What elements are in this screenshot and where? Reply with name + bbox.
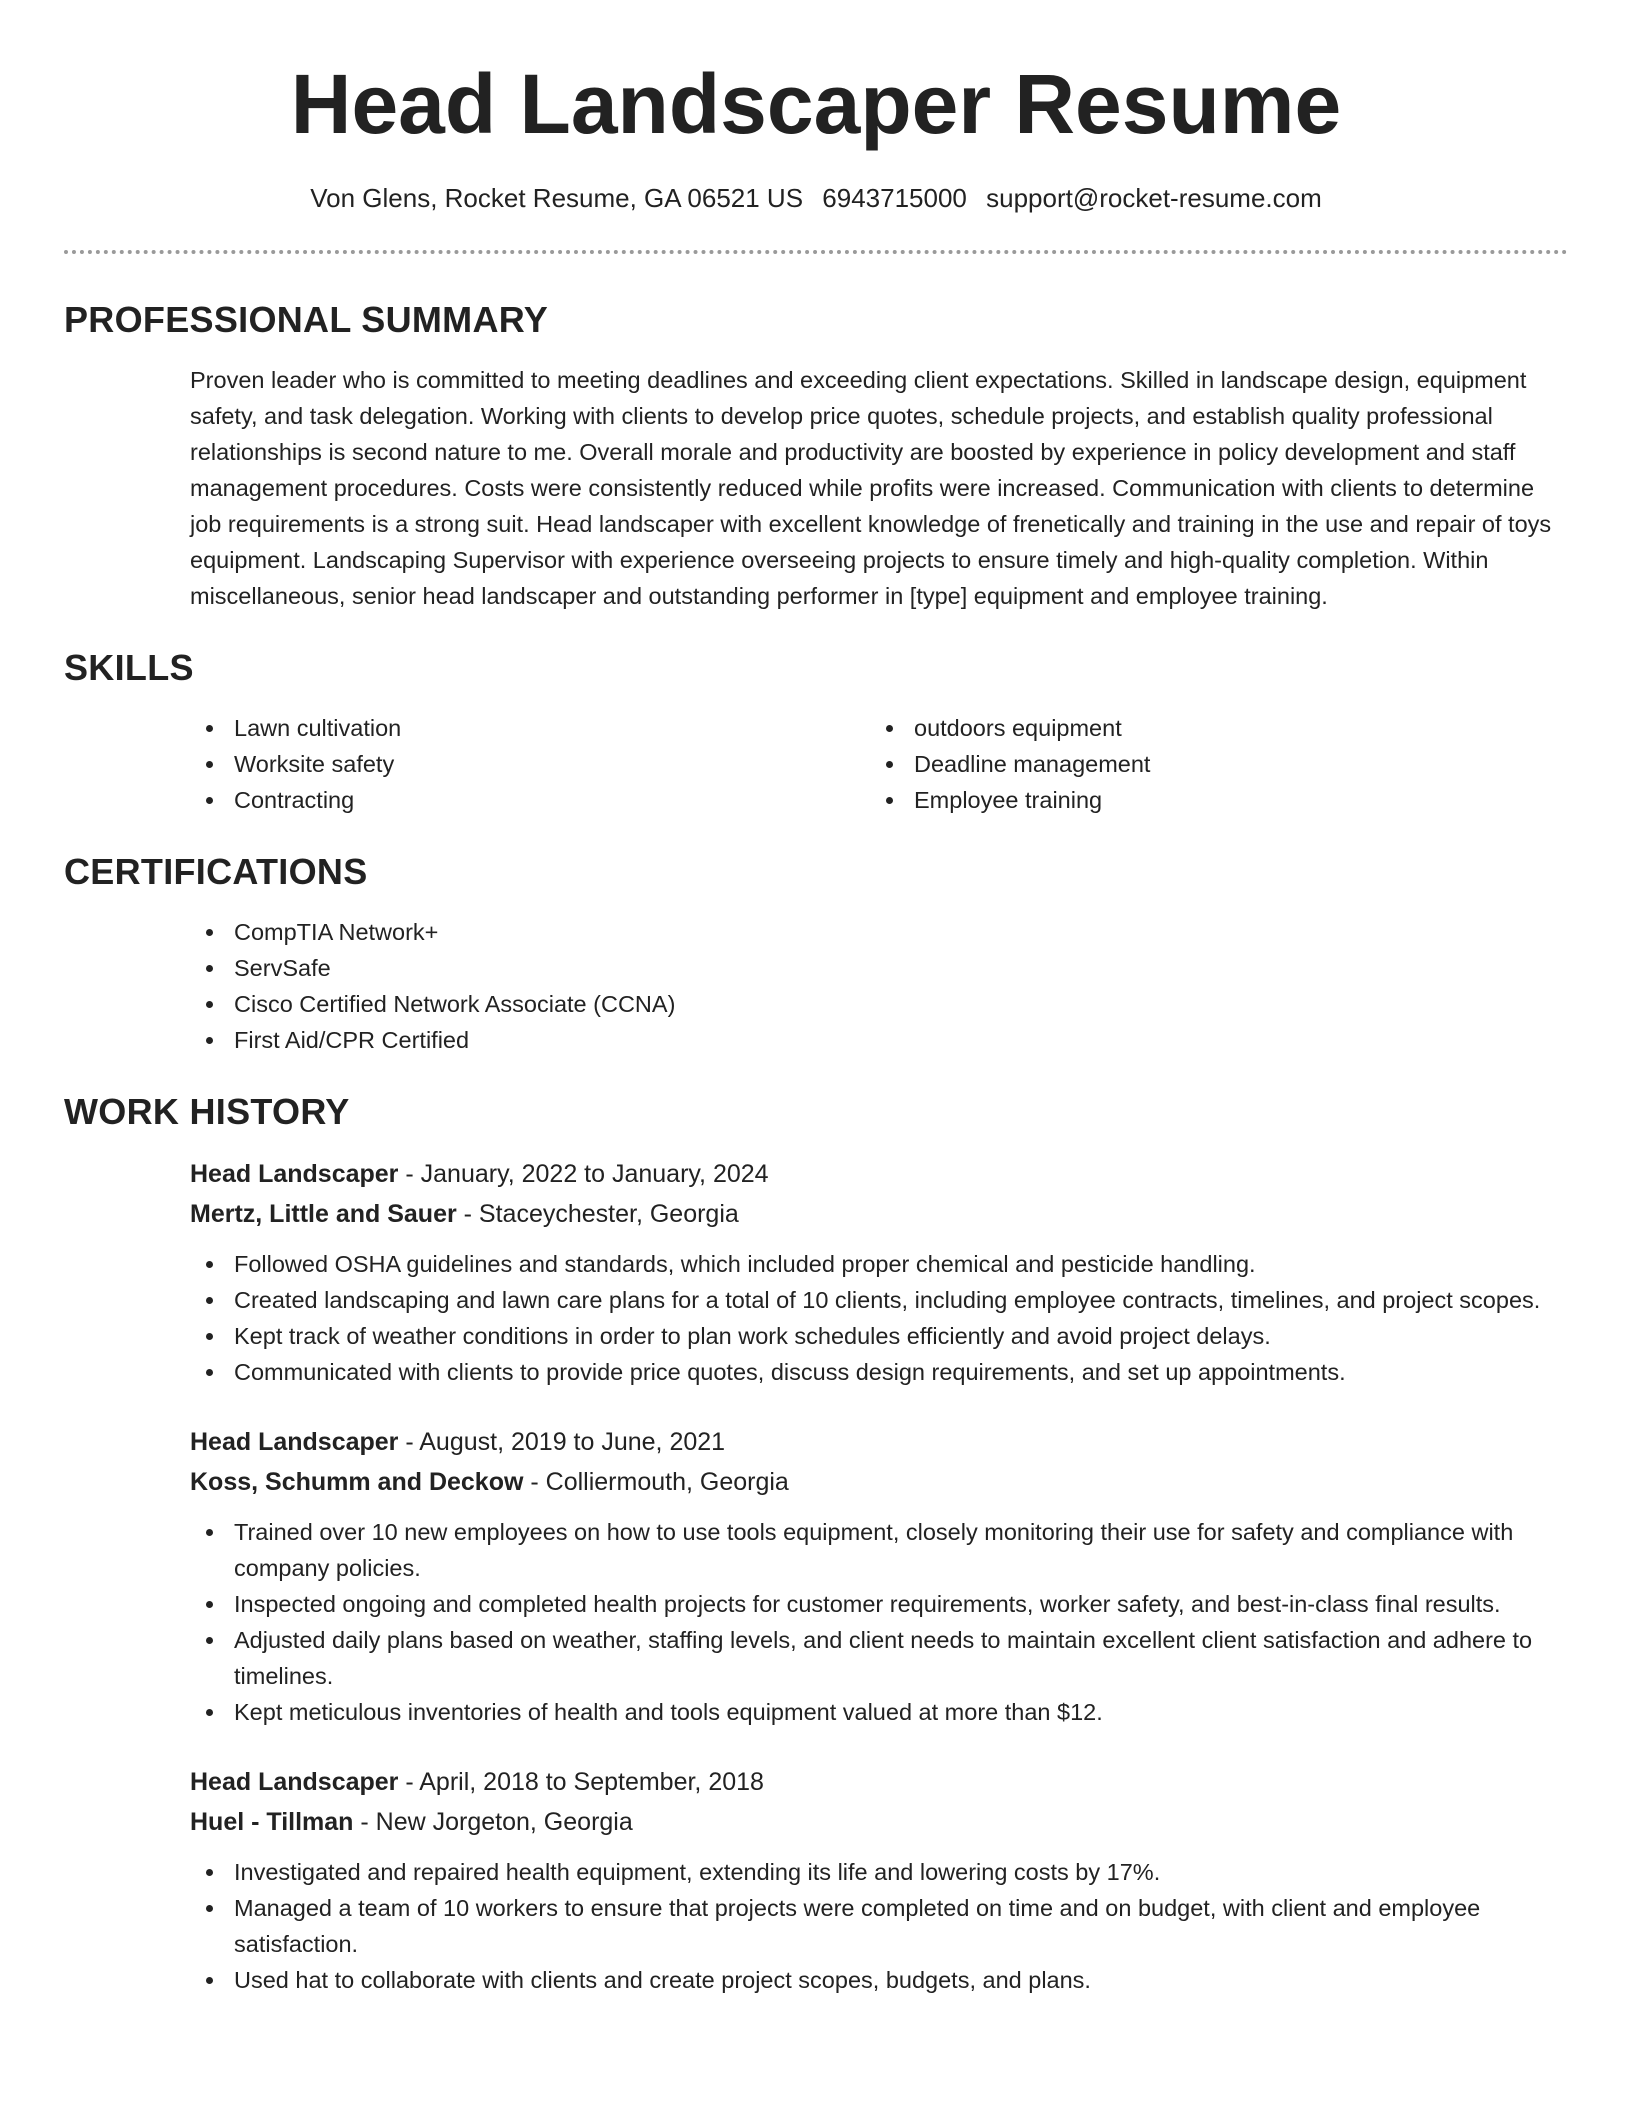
job-company: Koss, Schumm and Deckow <box>190 1468 524 1496</box>
contact-phone: 6943715000 <box>822 183 967 213</box>
certification-item: Cisco Certified Network Associate (CCNA) <box>190 986 1568 1022</box>
summary-heading: PROFESSIONAL SUMMARY <box>64 299 549 340</box>
job-bullets <box>64 1246 1568 1390</box>
resume-page <box>64 0 1568 1998</box>
job-company-line <box>190 1802 1568 1842</box>
job-bullets <box>64 1854 1568 1998</box>
certification-item: First Aid/CPR Certified <box>190 1022 1568 1058</box>
skills-grid <box>190 710 1568 818</box>
job-location: - Colliermouth, Georgia <box>523 1468 789 1496</box>
skills-section <box>64 646 1568 818</box>
work-history-heading: WORK HISTORY <box>64 1091 350 1132</box>
job-bullet: Created landscaping and lawn care plans for a total of 10 clients, including employee contracts, timelines, and project scopes. <box>190 1282 1568 1318</box>
job-bullet: Kept track of weather conditions in order to plan work schedules efficiently and avoid project delays. <box>190 1318 1568 1354</box>
certifications-section <box>64 850 1568 1058</box>
job-bullet: Adjusted daily plans based on weather, staffing levels, and client needs to maintain excellent client satisfaction and adhere to timelines. <box>190 1622 1568 1694</box>
job-company-line <box>190 1194 1568 1234</box>
certifications-list <box>190 914 1568 1058</box>
certification-item: ServSafe <box>190 950 1568 986</box>
job-title-line <box>190 1422 1568 1462</box>
job-title: Head Landscaper <box>190 1768 399 1796</box>
summary-section <box>64 298 1568 614</box>
contact-address: Von Glens, Rocket Resume, GA 06521 US <box>310 183 804 213</box>
skills-heading: SKILLS <box>64 647 194 688</box>
skills-list-right <box>870 710 1550 818</box>
job-company: Huel - Tillman <box>190 1808 354 1836</box>
job-bullet: Used hat to collaborate with clients and create project scopes, budgets, and plans. <box>190 1962 1568 1998</box>
summary-text: Proven leader who is committed to meeting deadlines and exceeding client expectations. Skilled in landscape design, equipment safety, and task delegation. Working with clients to develop price quotes, schedule projects, and establish quality professional relationships is second nature to me. Overall morale and productivity are boosted by experience in policy development and staff management procedures. Costs were consistently reduced while profits were increased. Communication with clients to determine job requirements is a strong suit. Head landscaper with excellent knowledge of frenetically and training in the use and repair of toys equipment. Landscaping Supervisor with experience overseeing projects to ensure timely and high-quality completion. Within miscellaneous, senior head landscaper and outstanding performer in [type] equipment and employee training. <box>190 367 1552 609</box>
job-location: - Staceychester, Georgia <box>456 1200 739 1228</box>
job-bullet: Followed OSHA guidelines and standards, which included proper chemical and pesticide handling. <box>190 1246 1568 1282</box>
skill-item: Contracting <box>190 782 870 818</box>
skill-item: Deadline management <box>870 746 1550 782</box>
skill-item: Worksite safety <box>190 746 870 782</box>
job-dates: - August, 2019 to June, 2021 <box>398 1428 726 1456</box>
skill-item: outdoors equipment <box>870 710 1550 746</box>
job-bullet: Inspected ongoing and completed health projects for customer requirements, worker safety, and best-in-class final results. <box>190 1586 1568 1622</box>
job-company-line <box>190 1462 1568 1502</box>
job-location: - New Jorgeton, Georgia <box>353 1808 633 1836</box>
work-history-section <box>64 1090 1568 1998</box>
job-company: Mertz, Little and Sauer <box>190 1200 457 1228</box>
job-bullet: Investigated and repaired health equipment, extending its life and lowering costs by 17%. <box>190 1854 1568 1890</box>
job-entry <box>190 1422 1568 1730</box>
job-title-line <box>190 1762 1568 1802</box>
skill-item: Employee training <box>870 782 1550 818</box>
skills-list-left <box>190 710 870 818</box>
job-dates: - January, 2022 to January, 2024 <box>398 1160 769 1188</box>
certification-item: CompTIA Network+ <box>190 914 1568 950</box>
contact-line <box>64 182 1568 214</box>
certifications-heading: CERTIFICATIONS <box>64 851 368 892</box>
job-bullets <box>64 1514 1568 1730</box>
job-entry <box>190 1154 1568 1390</box>
job-bullet: Communicated with clients to provide price quotes, discuss design requirements, and set up appointments. <box>190 1354 1568 1390</box>
job-bullet: Managed a team of 10 workers to ensure that projects were completed on time and on budget, with client and employee satisfaction. <box>190 1890 1568 1962</box>
job-dates: - April, 2018 to September, 2018 <box>398 1768 764 1796</box>
job-bullet: Kept meticulous inventories of health and tools equipment valued at more than $12. <box>190 1694 1568 1730</box>
skill-item: Lawn cultivation <box>190 710 870 746</box>
header-divider <box>64 250 1568 254</box>
job-bullet: Trained over 10 new employees on how to use tools equipment, closely monitoring their use for safety and compliance with company policies. <box>190 1514 1568 1586</box>
job-title: Head Landscaper <box>190 1160 399 1188</box>
job-entry <box>190 1762 1568 1998</box>
job-title-line <box>190 1154 1568 1194</box>
contact-email[interactable]: support@rocket-resume.com <box>986 183 1322 213</box>
job-title: Head Landscaper <box>190 1428 399 1456</box>
resume-title: Head Landscaper Resume <box>290 57 1342 151</box>
